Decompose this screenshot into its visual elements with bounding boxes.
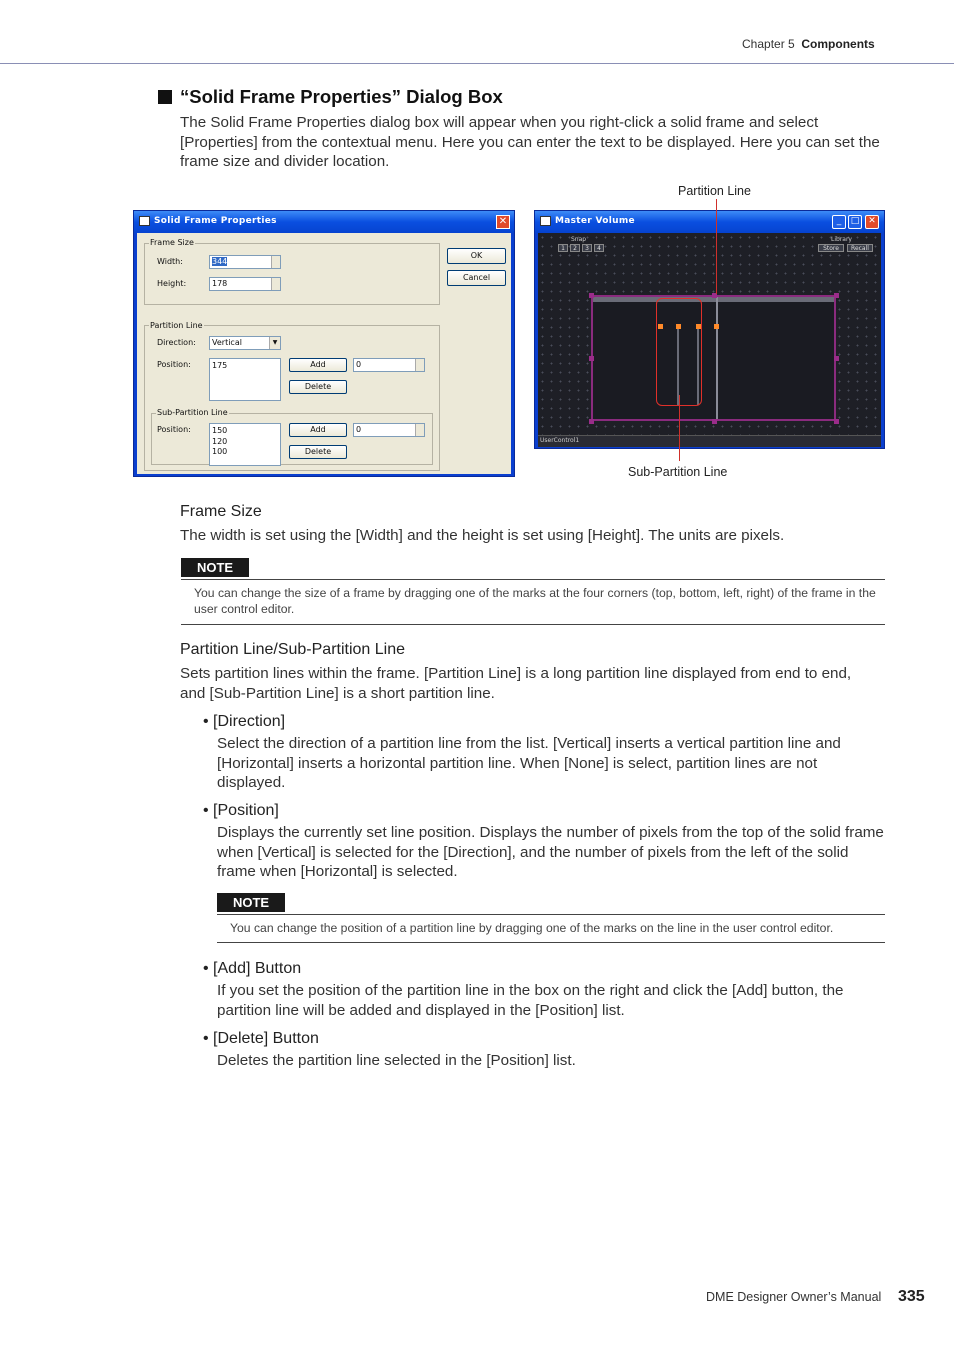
height-value: 178: [212, 279, 228, 288]
section-title-text: “Solid Frame Properties” Dialog Box: [180, 86, 503, 107]
sub-delete-button[interactable]: Delete: [289, 445, 347, 459]
frame-size-note: You can change the size of a frame by dragging one of the marks at the four corners (top, bottom, left, right) of the frame in the user control editor.: [194, 586, 876, 616]
partition-text: Sets partition lines within the frame. [Partition Line] is a long partition line displayed from end to end, and [Sub-Partition Line] is a short partition line.: [180, 665, 852, 702]
sub-position-list-item[interactable]: 100: [212, 447, 228, 456]
width-spinner[interactable]: [271, 256, 280, 268]
sub-position-label: Position:: [157, 425, 191, 434]
height-label: Height:: [157, 279, 187, 288]
sub-partition-line-leader: [679, 395, 680, 461]
position-bullet-heading: • [Position]: [203, 802, 279, 819]
direction-select[interactable]: [209, 336, 281, 350]
section-intro: The Solid Frame Properties dialog box will appear when you right-click a solid frame and select [Properties] from the contextual menu. Here you can enter the text to be displayed. Here you can set the frame size and divider location.: [180, 114, 880, 170]
library-label: Library: [831, 236, 852, 243]
frame-handle[interactable]: [834, 356, 839, 361]
height-spinner[interactable]: [271, 278, 280, 290]
note-top-rule: [217, 914, 885, 915]
sub-position-input[interactable]: [353, 423, 425, 437]
user-control-canvas[interactable]: [538, 233, 881, 446]
note-label: NOTE: [217, 893, 285, 912]
width-label: Width:: [157, 257, 183, 266]
solid-frame[interactable]: [591, 295, 836, 421]
sub-position-list-item[interactable]: 120: [212, 436, 228, 446]
partition-line-leader: [716, 199, 717, 294]
dialog-body: [137, 233, 511, 474]
snap-button-3[interactable]: 3: [582, 244, 592, 252]
callout-sub-partition-line: Sub-Partition Line: [628, 465, 728, 479]
partition-handle[interactable]: [714, 324, 719, 329]
close-button[interactable]: [496, 215, 510, 229]
direction-value: Vertical: [212, 338, 242, 347]
app-icon: [540, 216, 551, 226]
page-number: 335: [898, 1288, 925, 1305]
frame-handle[interactable]: [589, 293, 594, 298]
partition-note: You can change the position of a partition line by dragging one of the marks on the line in the user control editor.: [230, 921, 834, 935]
frame-handle[interactable]: [834, 419, 839, 424]
frame-size-group-label: Frame Size: [150, 238, 194, 247]
maximize-icon[interactable]: □: [848, 215, 862, 229]
note-top-rule: [181, 579, 885, 580]
frame-handle[interactable]: [589, 356, 594, 361]
add-bullet-heading: • [Add] Button: [203, 960, 302, 977]
callout-partition-line: Partition Line: [678, 184, 751, 198]
dialog-title: Solid Frame Properties: [154, 216, 277, 226]
direction-bullet-heading: • [Direction]: [203, 713, 286, 730]
master-volume-titlebar[interactable]: [535, 211, 884, 233]
position-input-value: 0: [356, 360, 362, 369]
note-bottom-rule: [217, 942, 885, 943]
frame-size-text: The width is set using the [Width] and the height is set using [Height]. The units are pixels.: [180, 527, 785, 544]
app-icon: [139, 216, 150, 226]
snap-button-1[interactable]: 1: [558, 244, 568, 252]
frame-size-heading: Frame Size: [180, 503, 262, 520]
sub-position-input-value: 0: [356, 425, 362, 434]
width-value: 344: [212, 257, 228, 266]
section-title: [158, 86, 503, 108]
position-list-item[interactable]: 175: [212, 361, 228, 370]
sub-position-spinner[interactable]: [415, 424, 424, 436]
close-icon[interactable]: ✕: [865, 215, 879, 229]
chapter-header: [742, 37, 875, 51]
note-label: NOTE: [181, 558, 249, 577]
square-bullet-icon: [158, 90, 172, 104]
partition-line-group-label: Partition Line: [150, 321, 203, 330]
store-button[interactable]: Store: [818, 244, 844, 252]
add-bullet-text: If you set the position of the partition line in the box on the right and click the [Add] button, the partition line will be added and displayed in the [Position] list.: [217, 982, 844, 1019]
solid-frame-properties-dialog: [133, 210, 515, 477]
chapter-prefix: Chapter 5: [742, 37, 795, 51]
note-bottom-rule: [181, 624, 885, 625]
direction-bullet-text: Select the direction of a partition line from the list. [Vertical] inserts a vertical partition line and [Horizontal] inserts a horizontal partition line. When [None] is select, partition lines are not displayed.: [217, 735, 841, 791]
delete-bullet-text: Deletes the partition line selected in the [Position] list.: [217, 1052, 576, 1069]
position-label: Position:: [157, 360, 191, 369]
sub-partition-group-label: Sub-Partition Line: [157, 408, 228, 417]
master-volume-window: [534, 210, 885, 449]
status-bar: [538, 435, 881, 447]
dialog-titlebar[interactable]: [134, 211, 514, 233]
sub-partition-highlight: [656, 298, 702, 406]
frame-handle[interactable]: [589, 419, 594, 424]
snap-button-2[interactable]: 2: [570, 244, 580, 252]
status-text: UserControl1: [540, 437, 580, 444]
frame-handle[interactable]: [712, 419, 717, 424]
delete-bullet-heading: • [Delete] Button: [203, 1030, 319, 1047]
direction-label: Direction:: [157, 338, 196, 347]
ok-button[interactable]: OK: [447, 248, 506, 264]
snap-label: Snap: [571, 236, 587, 243]
position-list[interactable]: [209, 358, 281, 401]
height-field[interactable]: [209, 277, 281, 291]
frame-handle[interactable]: [834, 293, 839, 298]
sub-position-list-item[interactable]: 150: [212, 426, 228, 435]
header-rule: [0, 63, 954, 64]
master-volume-title: Master Volume: [555, 216, 635, 226]
frame-size-group: [144, 243, 440, 305]
partition-heading: Partition Line/Sub-Partition Line: [180, 641, 406, 658]
close-icon: ✕: [498, 216, 508, 227]
recall-button[interactable]: Recall: [847, 244, 873, 252]
delete-button[interactable]: Delete: [289, 380, 347, 394]
position-spinner[interactable]: [415, 359, 424, 371]
snap-button-4[interactable]: 4: [594, 244, 604, 252]
sub-add-button[interactable]: Add: [289, 423, 347, 437]
chevron-down-icon[interactable]: ▼: [269, 337, 280, 349]
footer-manual-title: DME Designer Owner’s Manual: [706, 1290, 882, 1304]
width-field[interactable]: [209, 255, 281, 269]
cancel-button[interactable]: Cancel: [447, 270, 506, 286]
position-input[interactable]: [353, 358, 425, 372]
minimize-icon[interactable]: _: [832, 215, 846, 229]
position-bullet-text: Displays the currently set line position. Displays the number of pixels from the top of the solid frame when [Vertical] is selected for the [Direction], and the number of pixels from the left of the solid frame when [Horizontal] is selected.: [217, 824, 884, 880]
sub-position-list[interactable]: [209, 423, 281, 466]
chapter-name: Components: [801, 37, 875, 51]
partition-line[interactable]: [716, 297, 718, 419]
add-button[interactable]: Add: [289, 358, 347, 372]
